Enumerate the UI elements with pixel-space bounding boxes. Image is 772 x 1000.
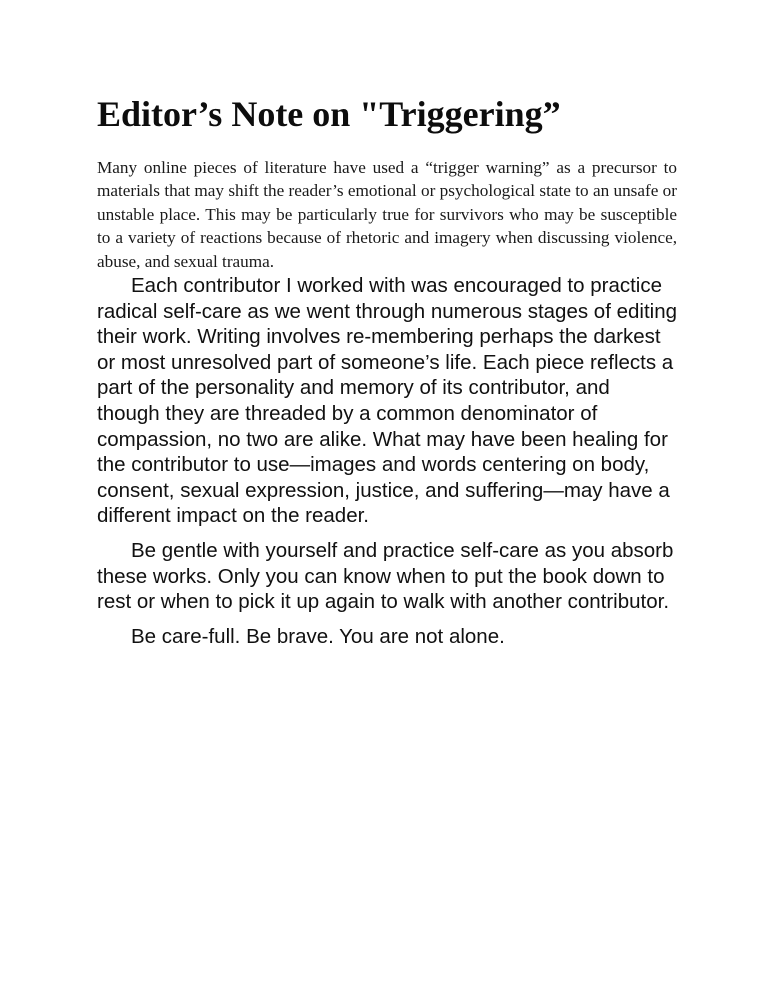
body-paragraph-3: Be care-full. Be brave. You are not alone. <box>131 624 505 648</box>
body-paragraph-2: Be gentle with yourself and practice self-care as you absorb these works. Only you can know when to put the book down to rest or when to pick it up again to walk with another contributor. <box>97 538 674 614</box>
page-content <box>97 92 677 649</box>
page-title: Editor’s Note on "Triggering” <box>97 94 561 134</box>
body-paragraph-1: Each contributor I worked with was encouraged to practice radical self-care as we went through numerous stages of editing their work. Writing involves re-membering perhaps the darkest or most unresolved part of someone’s life. Each piece reflects a part of the personality and memory of its contributor, and though they are threaded by a common denominator of compassion, no two are alike. What may have been healing for the contributor to use—images and words centering on body, consent, sexual expression, justice, and suffering—may have a different impact on the reader. <box>97 274 678 528</box>
intro-paragraph: Many online pieces of literature have used a “trigger warning” as a precursor to materials that may shift the reader’s emotional or psychological state to an unsafe or unstable place. This may be particularly true for survivors who may be susceptible to a variety of reactions because of rhetoric and imagery when discussing violence, abuse, and sexual trauma. <box>97 158 677 271</box>
